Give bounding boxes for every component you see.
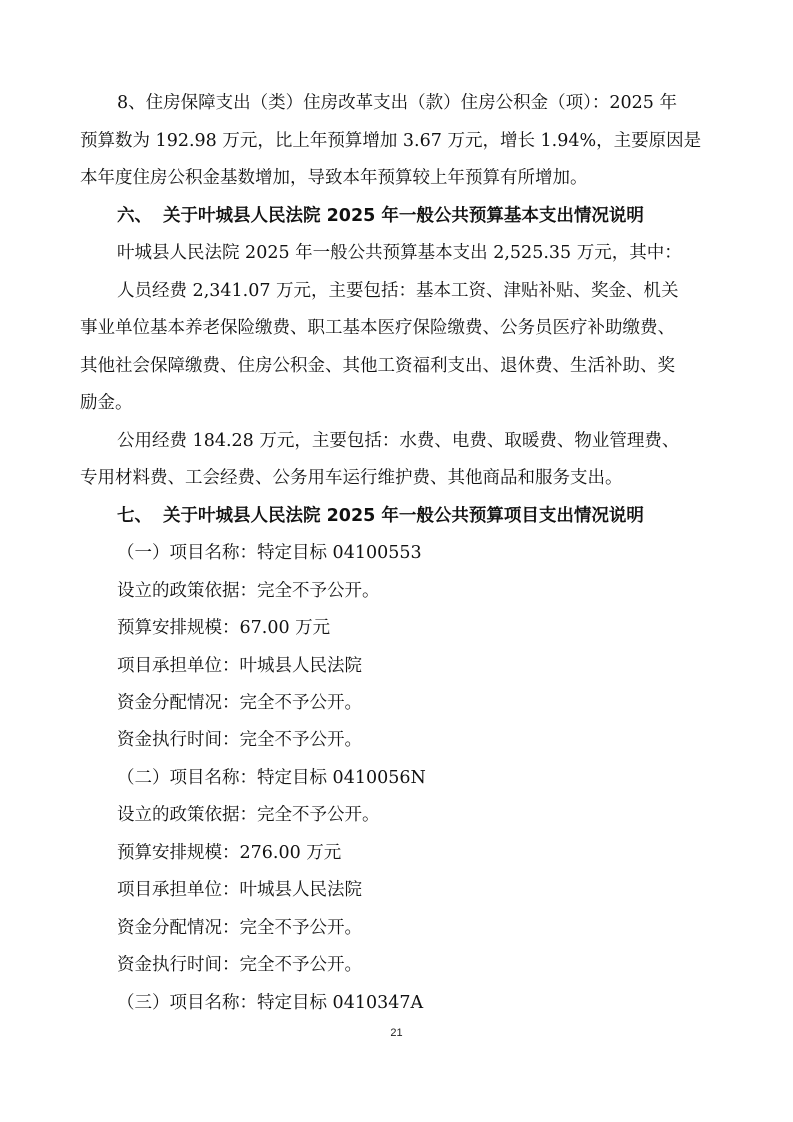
paragraph-8-line-1: 8、住房保障支出（类）住房改革支出（款）住房公积金（项）：2025 年 <box>117 93 677 113</box>
page-number: 21 <box>390 1027 403 1039</box>
personnel-expense-line-4: 励金。 <box>80 393 133 413</box>
project-2-unit: 项目承担单位：叶城县人民法院 <box>117 880 362 900</box>
section-7-number: 七、 <box>117 506 152 526</box>
section-6-summary: 叶城县人民法院 2025 年一般公共预算基本支出 2,525.35 万元，其中： <box>117 243 682 263</box>
project-3-name: （三）项目名称：特定目标 0410347A <box>117 993 424 1013</box>
project-1-name: （一）项目名称：特定目标 04100553 <box>117 543 422 563</box>
project-1-scale: 预算安排规模：67.00 万元 <box>117 618 331 638</box>
project-1-unit: 项目承担单位：叶城县人民法院 <box>117 656 362 676</box>
personnel-expense-line-1: 人员经费 2,341.07 万元，主要包括：基本工资、津贴补贴、奖金、机关 <box>117 281 679 301</box>
project-2-allocation: 资金分配情况：完全不予公开。 <box>117 918 362 938</box>
public-expense-line-1: 公用经费 184.28 万元，主要包括：水费、电费、取暖费、物业管理费、 <box>117 431 680 451</box>
project-2-policy: 设立的政策依据：完全不予公开。 <box>117 805 380 825</box>
project-1-policy: 设立的政策依据：完全不予公开。 <box>117 581 380 601</box>
personnel-expense-line-2: 事业单位基本养老保险缴费、职工基本医疗保险缴费、公务员医疗补助缴费、 <box>80 318 675 338</box>
project-2-time: 资金执行时间：完全不予公开。 <box>117 955 362 975</box>
project-1-time: 资金执行时间：完全不予公开。 <box>117 730 362 750</box>
section-6-heading <box>117 204 644 228</box>
section-6-title: 关于叶城县人民法院 2025 年一般公共预算基本支出情况说明 <box>163 206 644 226</box>
project-1-allocation: 资金分配情况：完全不予公开。 <box>117 693 362 713</box>
project-2-scale: 预算安排规模：276.00 万元 <box>117 843 342 863</box>
public-expense-line-2: 专用材料费、工会经费、公务用车运行维护费、其他商品和服务支出。 <box>80 468 623 488</box>
project-2-name: （二）项目名称：特定目标 0410056N <box>117 768 426 788</box>
personnel-expense-line-3: 其他社会保障缴费、住房公积金、其他工资福利支出、退休费、生活补助、奖 <box>80 356 675 376</box>
section-6-number: 六、 <box>117 206 152 226</box>
section-7-title: 关于叶城县人民法院 2025 年一般公共预算项目支出情况说明 <box>163 506 644 526</box>
paragraph-8-line-3: 本年度住房公积金基数增加，导致本年预算较上年预算有所增加。 <box>80 168 588 188</box>
paragraph-8-line-2: 预算数为 192.98 万元，比上年预算增加 3.67 万元，增长 1.94%，主要原因是 <box>80 131 702 151</box>
section-7-heading <box>117 504 644 528</box>
